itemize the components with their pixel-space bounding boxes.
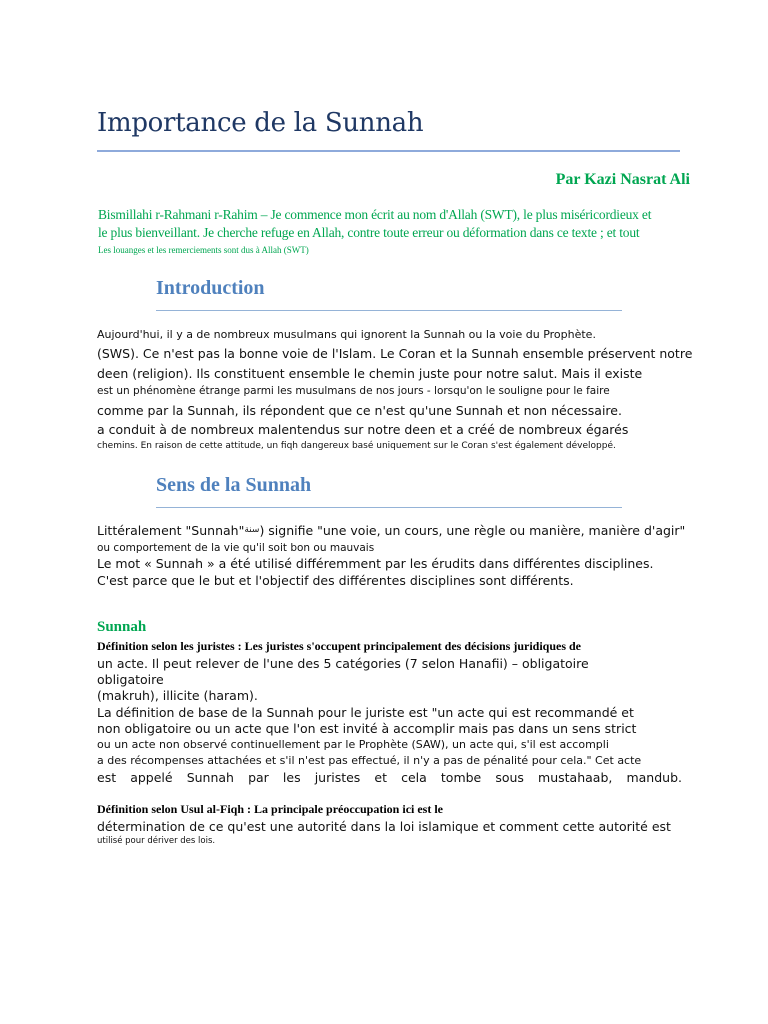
sens-rule (156, 507, 622, 508)
intro-line-1: Aujourd'hui, il y a de nombreux musulmans qui ignorent la Sunnah ou la voie du Prophète. (97, 328, 596, 341)
page-title: Importance de la Sunnah (97, 108, 424, 138)
justified-word: est (97, 770, 117, 785)
intro-line-7: chemins. En raison de cette attitude, un fiqh dangereux basé uniquement sur le Coran s'est également développé. (97, 441, 616, 451)
usul-line-2: utilisé pour dériver des lois. (97, 836, 216, 846)
justified-word: appelé (130, 770, 173, 785)
sunnah-line-8 (97, 770, 682, 785)
sens-line-1-start: Littéralement "Sunnah" (97, 523, 245, 538)
justified-word: les (282, 770, 301, 785)
justified-word: mandub. (626, 770, 682, 785)
justified-word: juristes (314, 770, 361, 785)
def-usul: Définition selon Usul al-Fiqh : La principale préoccupation ici est le (97, 802, 444, 816)
sens-heading: Sens de la Sunnah (156, 474, 312, 496)
intro-line-3: deen (religion). Ils constituent ensemble le chemin juste pour notre salut. Mais il existe (97, 366, 643, 381)
author-byline: Par Kazi Nasrat Ali (555, 171, 690, 188)
usul-line-1: détermination de ce qu'est une autorité dans la loi islamique et comment cette autorité est (97, 819, 671, 834)
sunnah-line-4: La définition de base de la Sunnah pour le juriste est "un acte qui est recommandé et (97, 705, 634, 720)
intro-line-6: a conduit à de nombreux malentendus sur notre deen et a créé de nombreux égarés (97, 422, 629, 437)
justified-word: mustahaab, (538, 770, 613, 785)
bismillah-line-3: Les louanges et les remerciements sont dus à Allah (SWT) (98, 245, 309, 255)
justified-word: par (248, 770, 269, 785)
def-juristes: Définition selon les juristes : Les juristes s'occupent principalement des décisions juridiques de (97, 639, 582, 653)
sens-line-4: C'est parce que le but et l'objectif des différentes disciplines sont différents. (97, 573, 574, 588)
justified-word: tombe (440, 770, 482, 785)
intro-line-5: comme par la Sunnah, ils répondent que ce n'est qu'une Sunnah et non nécessaire. (97, 403, 622, 418)
sunnah-line-5: non obligatoire ou un acte que l'on est invité à accomplir mais pas dans un sens strict (97, 721, 637, 736)
sunnah-line-2: obligatoire (97, 672, 164, 687)
justified-word: Sunnah (186, 770, 234, 785)
sens-line-1 (97, 523, 685, 538)
arabic-sunnah: سنة (244, 525, 260, 535)
sens-line-2: ou comportement de la vie qu'il soit bon ou mauvais (97, 542, 375, 554)
intro-line-2: (SWS). Ce n'est pas la bonne voie de l'Islam. Le Coran et la Sunnah ensemble préservent notre (97, 346, 693, 361)
justified-word: et (374, 770, 387, 785)
sunnah-line-6: ou un acte non observé continuellement par le Prophète (SAW), un acte qui, s'il est accompli (97, 738, 609, 751)
sunnah-line-3: (makruh), illicite (haram). (97, 688, 258, 703)
bismillah-line-1: Bismillahi r-Rahmani r-Rahim – Je commence mon écrit au nom d'Allah (SWT), le plus miséricordieux et (98, 207, 652, 222)
justified-word: sous (495, 770, 524, 785)
title-underline (97, 150, 680, 152)
sunnah-line-1: un acte. Il peut relever de l'une des 5 catégories (7 selon Hanafii) – obligatoire (97, 656, 589, 671)
sens-line-1-end: ) signifie "une voie, un cours, une règle ou manière, manière d'agir" (259, 523, 686, 538)
sunnah-line-7: a des récompenses attachées et s'il n'est pas effectué, il n'y a pas de pénalité pour cela." Cet acte (97, 754, 642, 767)
sens-line-3: Le mot « Sunnah » a été utilisé différemment par les érudits dans différentes disciplines. (97, 556, 654, 571)
justified-word: cela (401, 770, 427, 785)
bismillah-line-2: le plus bienveillant. Je cherche refuge en Allah, contre toute erreur ou déformation dans ce texte ; et tout (98, 225, 640, 240)
sunnah-heading: Sunnah (97, 619, 147, 635)
intro-line-4: est un phénomène étrange parmi les musulmans de nos jours - lorsqu'on le souligne pour le faire (97, 385, 610, 397)
introduction-heading: Introduction (156, 277, 265, 299)
introduction-rule (156, 310, 622, 311)
